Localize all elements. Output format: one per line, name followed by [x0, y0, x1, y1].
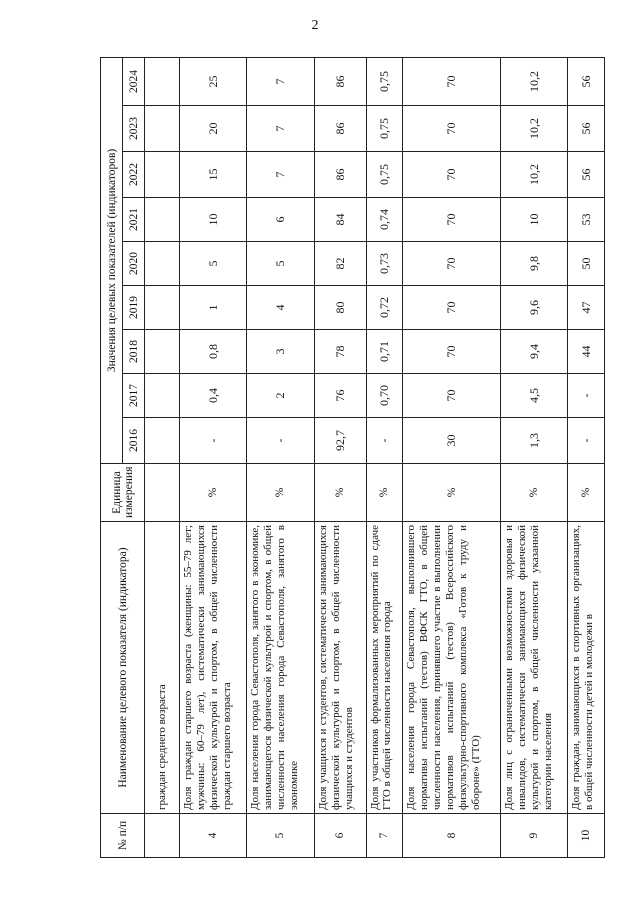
row-value: 9,4 — [501, 330, 568, 374]
header-number: № п/п — [101, 814, 145, 858]
header-year: 2024 — [123, 57, 145, 105]
row-value: - — [366, 418, 403, 464]
row-value: 10 — [180, 198, 247, 242]
row-value: 47 — [568, 286, 605, 330]
page-number: 2 — [311, 18, 319, 33]
row-value — [145, 374, 180, 418]
row-name: Доля участников формализованных мероприятий по сдаче ГТО в общей численности населения города — [366, 522, 403, 814]
table-row — [366, 57, 403, 857]
row-value: 44 — [568, 330, 605, 374]
row-value: 4,5 — [501, 374, 568, 418]
header-unit: Единица измерения — [101, 464, 145, 522]
row-value — [145, 242, 180, 286]
row-value: 10,2 — [501, 152, 568, 198]
row-value: 10 — [501, 198, 568, 242]
row-name: Доля лиц с ограниченными возможностями здоровья и инвалидов, систематически занимающихся физической культурой и спортом, в общей численности указанной категории населения — [501, 522, 568, 814]
header-values-group: Значения целевых показателей (индикаторов) — [101, 57, 123, 463]
row-value: - — [568, 418, 605, 464]
header-year: 2022 — [123, 152, 145, 198]
row-value: 70 — [403, 106, 501, 152]
row-number: 9 — [501, 814, 568, 858]
row-value: 70 — [403, 374, 501, 418]
row-number: 4 — [180, 814, 247, 858]
row-unit: % — [247, 464, 314, 522]
row-value: 7 — [247, 152, 314, 198]
header-year: 2019 — [123, 286, 145, 330]
row-value: 9,6 — [501, 286, 568, 330]
table-row — [145, 57, 180, 857]
row-value: 0,75 — [366, 152, 403, 198]
header-year: 2023 — [123, 106, 145, 152]
row-value: 0,8 — [180, 330, 247, 374]
row-value: 6 — [247, 198, 314, 242]
row-value — [145, 418, 180, 464]
table-row — [180, 57, 247, 857]
row-value: 0,70 — [366, 374, 403, 418]
row-name: Доля учащихся и студентов, систематически занимающихся физической культурой и спортом, в общей численности учащихся и студентов — [314, 522, 366, 814]
row-value — [145, 198, 180, 242]
row-value: 70 — [403, 198, 501, 242]
header-name: Наименование целевого показателя (индикатора) — [101, 522, 145, 814]
row-value: 7 — [247, 106, 314, 152]
row-value: 82 — [314, 242, 366, 286]
row-value: 7 — [247, 57, 314, 105]
row-value: 70 — [403, 242, 501, 286]
row-unit: % — [568, 464, 605, 522]
row-value: 56 — [568, 57, 605, 105]
row-unit: % — [314, 464, 366, 522]
table-row — [568, 57, 605, 857]
row-unit: % — [180, 464, 247, 522]
row-value — [145, 152, 180, 198]
row-value — [145, 106, 180, 152]
row-value: 3 — [247, 330, 314, 374]
row-value: 1,3 — [501, 418, 568, 464]
header-year: 2016 — [123, 418, 145, 464]
row-value: 2 — [247, 374, 314, 418]
row-value: 50 — [568, 242, 605, 286]
row-value: 10,2 — [501, 106, 568, 152]
row-value: - — [247, 418, 314, 464]
row-value: 9,8 — [501, 242, 568, 286]
row-number: 7 — [366, 814, 403, 858]
row-value: 86 — [314, 106, 366, 152]
row-value: 56 — [568, 152, 605, 198]
row-value: - — [568, 374, 605, 418]
row-value — [145, 286, 180, 330]
row-value: 92,7 — [314, 418, 366, 464]
table-row — [247, 57, 314, 857]
table-row — [501, 57, 568, 857]
row-value: 70 — [403, 57, 501, 105]
row-value: 0,72 — [366, 286, 403, 330]
row-value: 1 — [180, 286, 247, 330]
header-year: 2020 — [123, 242, 145, 286]
row-name: Доля населения города Севастополя, выполнившего нормативы испытаний (тестов) ВФСК ГТО, в общей численности населения, принявшего участие в выполнении нормативов испытаний (тестов) Всероссийского физкультурно-спортивного комплекса «Готов к труду и обороне» (ГТО) — [403, 522, 501, 814]
row-unit: % — [501, 464, 568, 522]
row-value: 86 — [314, 152, 366, 198]
row-value: 30 — [403, 418, 501, 464]
row-value: 70 — [403, 330, 501, 374]
table-row — [314, 57, 366, 857]
row-value: 70 — [403, 286, 501, 330]
row-value: 25 — [180, 57, 247, 105]
row-value: 0,71 — [366, 330, 403, 374]
table-row — [403, 57, 501, 857]
row-value: 20 — [180, 106, 247, 152]
row-value: 56 — [568, 106, 605, 152]
row-value: 10,2 — [501, 57, 568, 105]
row-number: 8 — [403, 814, 501, 858]
row-number: 5 — [247, 814, 314, 858]
row-value: 5 — [180, 242, 247, 286]
row-number — [145, 814, 180, 858]
row-number: 10 — [568, 814, 605, 858]
row-value: 15 — [180, 152, 247, 198]
row-name: Доля граждан старшего возраста (женщины: 55–79 лет; мужчины: 60–79 лет), систематически занимающихся физической культурой и спортом, в общей численности граждан старшего возраста — [180, 522, 247, 814]
row-value — [145, 330, 180, 374]
row-value: 70 — [403, 152, 501, 198]
row-unit: % — [366, 464, 403, 522]
header-year: 2017 — [123, 374, 145, 418]
row-value: 78 — [314, 330, 366, 374]
row-value: 76 — [314, 374, 366, 418]
row-value: - — [180, 418, 247, 464]
indicator-table — [100, 57, 605, 858]
header-year: 2018 — [123, 330, 145, 374]
row-value: 80 — [314, 286, 366, 330]
row-value: 53 — [568, 198, 605, 242]
row-value: 4 — [247, 286, 314, 330]
row-name: граждан среднего возраста — [145, 522, 180, 814]
row-name: Доля граждан, занимающихся в спортивных организациях, в общей численности детей и молодежи в — [568, 522, 605, 814]
row-value: 86 — [314, 57, 366, 105]
row-value: 0,75 — [366, 106, 403, 152]
rotated-table-container — [100, 58, 605, 858]
row-unit — [145, 464, 180, 522]
row-value — [145, 57, 180, 105]
row-value: 0,75 — [366, 57, 403, 105]
row-value: 5 — [247, 242, 314, 286]
row-value: 0,73 — [366, 242, 403, 286]
row-value: 0,74 — [366, 198, 403, 242]
row-value: 84 — [314, 198, 366, 242]
row-value: 0,4 — [180, 374, 247, 418]
header-year: 2021 — [123, 198, 145, 242]
row-unit: % — [403, 464, 501, 522]
row-name: Доля населения города Севастополя, занятого в экономике, занимающегося физической культурой и спортом, в общей численности населения города Севастополя, занятого в экономике — [247, 522, 314, 814]
row-number: 6 — [314, 814, 366, 858]
